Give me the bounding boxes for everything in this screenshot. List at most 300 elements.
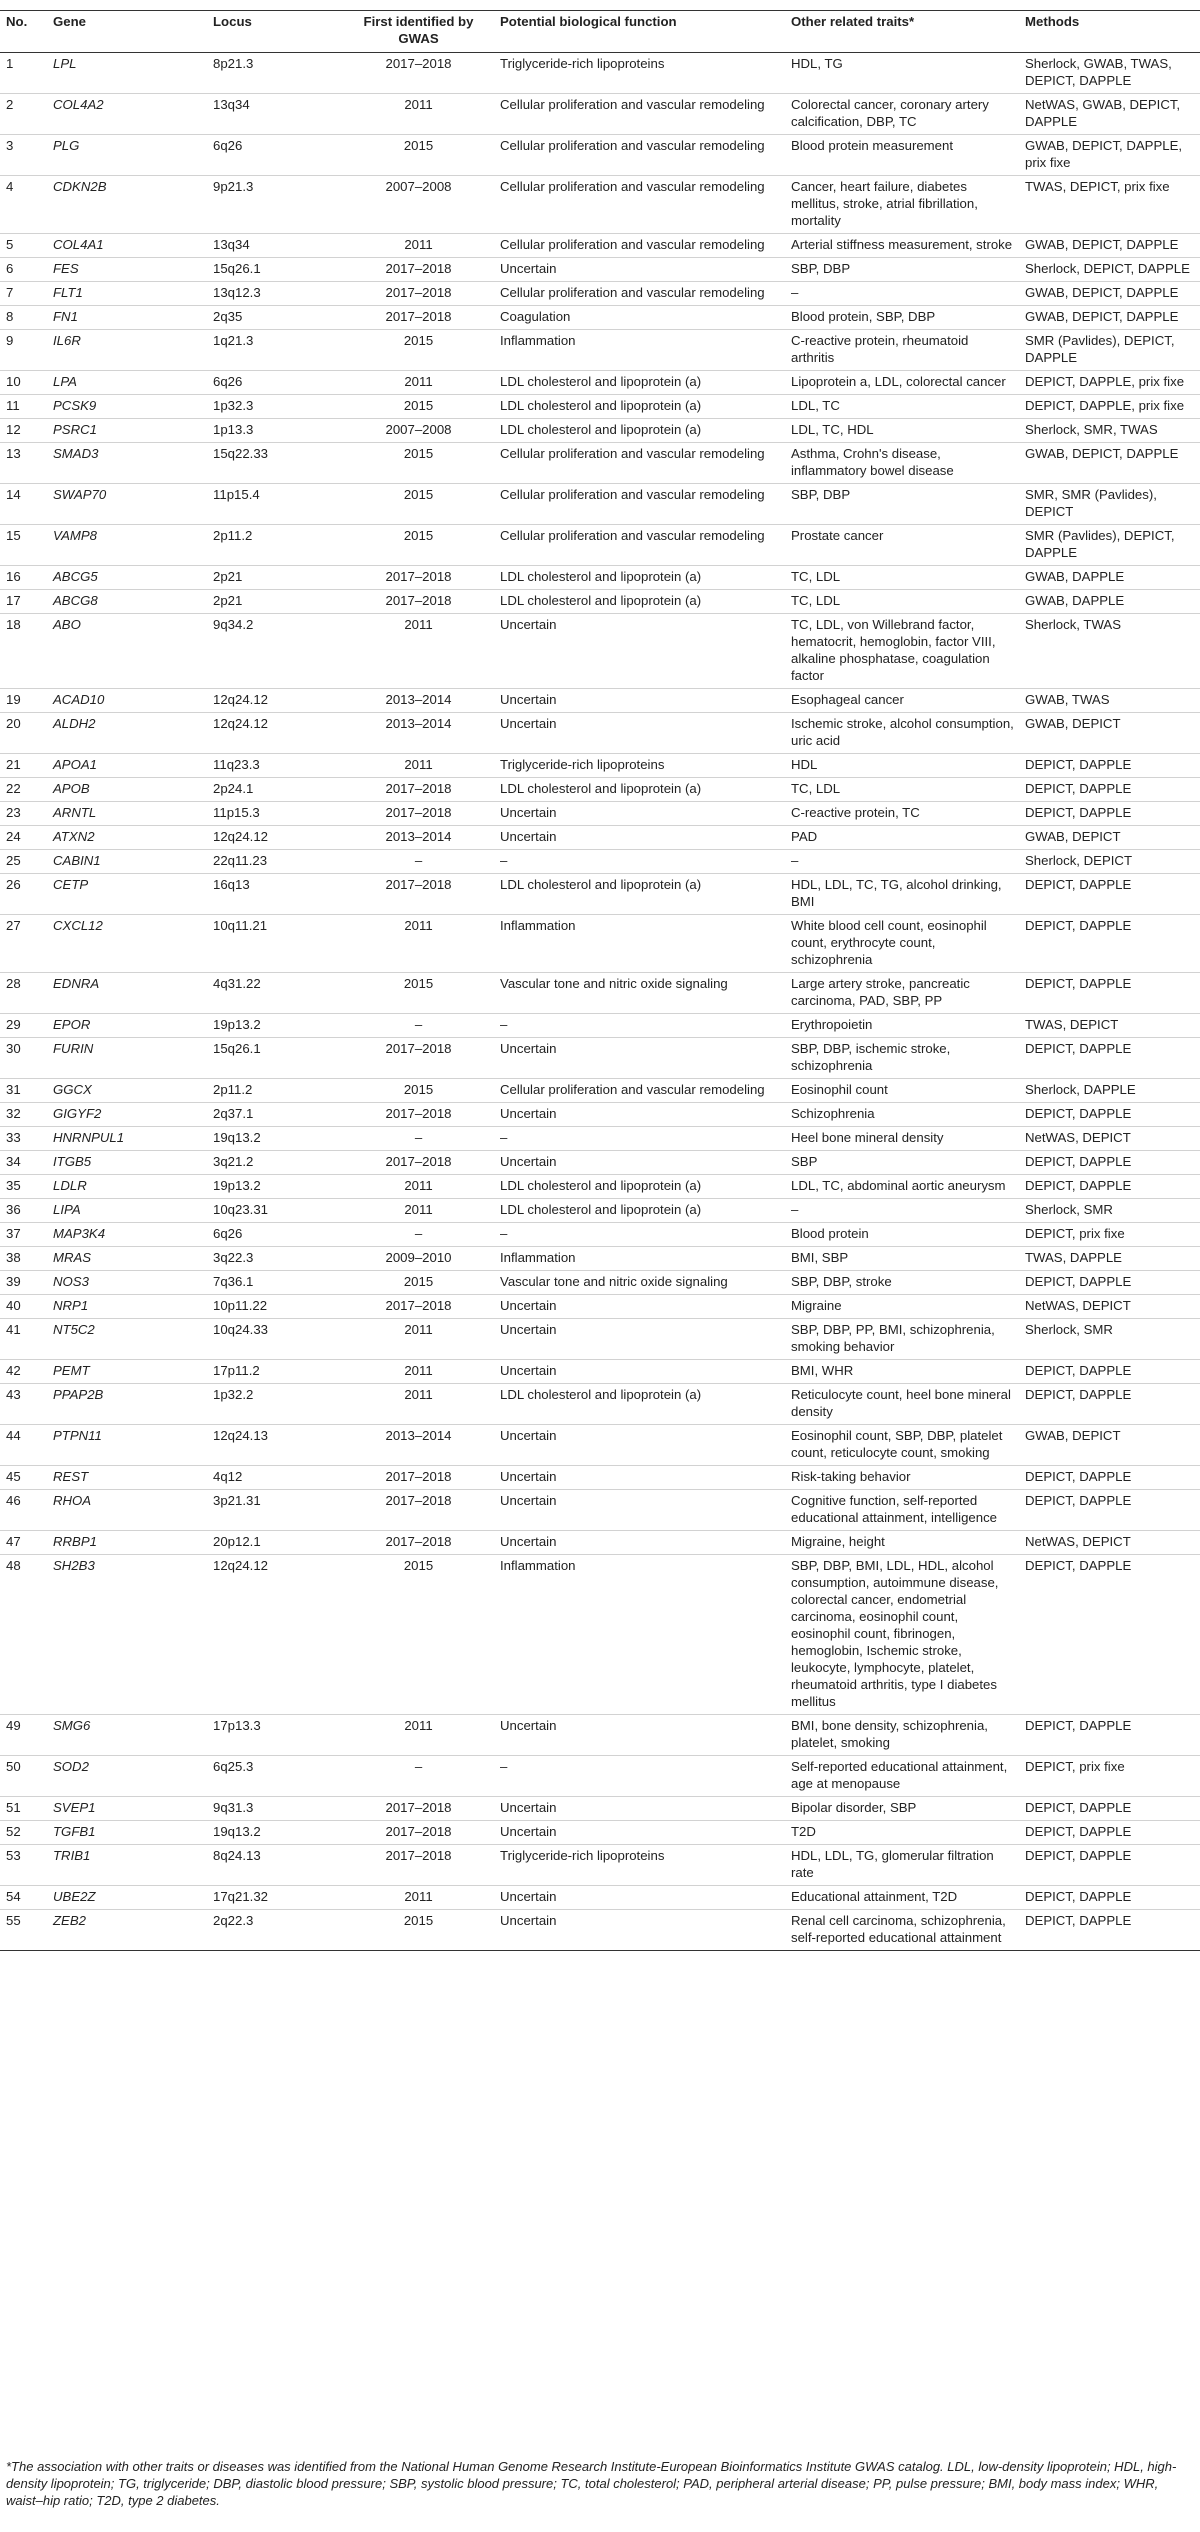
cell-traits: BMI, bone density, schizophrenia, platelet, smoking [785,1715,1019,1756]
table-row [0,778,1200,802]
table-row [0,1295,1200,1319]
cell-year: 2017–2018 [341,590,494,614]
cell-function: LDL cholesterol and lipoprotein (a) [494,590,785,614]
cell-locus: 12q24.12 [207,1555,341,1715]
cell-no: 22 [0,778,47,802]
cell-traits: LDL, TC, abdominal aortic aneurysm [785,1175,1019,1199]
cell-function: Inflammation [494,915,785,973]
cell-traits: SBP, DBP, BMI, LDL, HDL, alcohol consumption, autoimmune disease, colorectal cancer, endometrial carcinoma, eosinophil count, eosinophil count, fibrinogen, hemoglobin, Ischemic stroke, leukocyte, lymphocyte, platelet, rheumatoid arthritis, type I diabetes mellitus [785,1555,1019,1715]
cell-no: 32 [0,1103,47,1127]
cell-gene: ITGB5 [47,1151,207,1175]
cell-function: Cellular proliferation and vascular remodeling [494,484,785,525]
cell-function: LDL cholesterol and lipoprotein (a) [494,874,785,915]
cell-traits: Large artery stroke, pancreatic carcinoma, PAD, SBP, PP [785,973,1019,1014]
table-row [0,1360,1200,1384]
cell-locus: 2q35 [207,306,341,330]
cell-methods: Sherlock, DEPICT [1019,850,1200,874]
cell-traits: Migraine [785,1295,1019,1319]
cell-function: Triglyceride-rich lipoproteins [494,1845,785,1886]
cell-gene: ACAD10 [47,689,207,713]
cell-traits: Blood protein [785,1223,1019,1247]
cell-year: 2015 [341,484,494,525]
cell-gene: RRBP1 [47,1531,207,1555]
cell-locus: 11p15.4 [207,484,341,525]
cell-function: LDL cholesterol and lipoprotein (a) [494,566,785,590]
cell-function: – [494,1127,785,1151]
cell-function: Uncertain [494,689,785,713]
table-row [0,1175,1200,1199]
cell-gene: REST [47,1466,207,1490]
table-row [0,419,1200,443]
cell-methods: Sherlock, DAPPLE [1019,1079,1200,1103]
table-row [0,566,1200,590]
cell-function: Uncertain [494,1821,785,1845]
table-row [0,915,1200,973]
table-row [0,1555,1200,1715]
table-row [0,1910,1200,1951]
cell-function: Cellular proliferation and vascular remodeling [494,1079,785,1103]
cell-no: 50 [0,1756,47,1797]
cell-traits: SBP, DBP [785,484,1019,525]
cell-traits: HDL, LDL, TC, TG, alcohol drinking, BMI [785,874,1019,915]
cell-year: 2011 [341,754,494,778]
cell-no: 7 [0,282,47,306]
cell-year: 2011 [341,94,494,135]
cell-year: 2015 [341,1271,494,1295]
cell-function: Uncertain [494,1319,785,1360]
cell-year: 2011 [341,1384,494,1425]
table-row [0,1038,1200,1079]
cell-methods: TWAS, DEPICT [1019,1014,1200,1038]
cell-methods: DEPICT, DAPPLE [1019,1360,1200,1384]
cell-function: Cellular proliferation and vascular remodeling [494,234,785,258]
cell-locus: 7q36.1 [207,1271,341,1295]
cell-locus: 2p21 [207,566,341,590]
cell-function: LDL cholesterol and lipoprotein (a) [494,371,785,395]
table-row [0,826,1200,850]
cell-no: 53 [0,1845,47,1886]
cell-methods: Sherlock, GWAB, TWAS, DEPICT, DAPPLE [1025,56,1172,88]
cell-methods: Sherlock, DEPICT, DAPPLE [1019,258,1200,282]
cell-traits: Blood protein measurement [785,135,1019,176]
cell-no: 44 [0,1425,47,1466]
cell-gene: CABIN1 [47,850,207,874]
cell-locus: 19p13.2 [207,1014,341,1038]
cell-gene: ALDH2 [47,713,207,754]
cell-locus: 12q24.12 [207,689,341,713]
table-row [0,234,1200,258]
header-locus: Locus [207,11,341,53]
cell-gene: ABO [47,614,207,689]
cell-locus: 12q24.12 [207,713,341,754]
cell-gene: PTPN11 [47,1425,207,1466]
cell-year: 2017–2018 [341,778,494,802]
table-row [0,1756,1200,1797]
cell-traits: Blood protein, SBP, DBP [785,306,1019,330]
cell-methods: DEPICT, DAPPLE [1019,1038,1200,1079]
table-row [0,1014,1200,1038]
table-row [0,1319,1200,1360]
cell-no: 13 [0,443,47,484]
cell-no: 11 [0,395,47,419]
cell-no: 12 [0,419,47,443]
cell-function: Uncertain [494,1715,785,1756]
cell-locus: 8q24.13 [207,1845,341,1886]
cell-function: Uncertain [494,1490,785,1531]
cell-no: 55 [0,1910,47,1951]
cell-function: LDL cholesterol and lipoprotein (a) [494,1199,785,1223]
header-traits: Other related traits* [785,11,1019,53]
cell-year: 2011 [341,1886,494,1910]
cell-no: 34 [0,1151,47,1175]
cell-function: Cellular proliferation and vascular remodeling [494,135,785,176]
cell-locus: 4q31.22 [207,973,341,1014]
cell-year: 2017–2018 [341,1295,494,1319]
cell-no: 39 [0,1271,47,1295]
cell-gene: SWAP70 [47,484,207,525]
table-row [0,713,1200,754]
table-row [0,1151,1200,1175]
cell-no: 23 [0,802,47,826]
cell-traits: Colorectal cancer, coronary artery calcification, DBP, TC [785,94,1019,135]
table-row [0,874,1200,915]
cell-function: LDL cholesterol and lipoprotein (a) [494,1384,785,1425]
cell-year: 2011 [341,234,494,258]
cell-gene: FN1 [47,306,207,330]
cell-gene: CDKN2B [47,176,207,234]
cell-traits: TC, LDL, von Willebrand factor, hematocrit, hemoglobin, factor VIII, alkaline phosphatase, coagulation factor [785,614,1019,689]
cell-year: 2017–2018 [341,1103,494,1127]
cell-gene: COL4A1 [47,234,207,258]
cell-methods: DEPICT, DAPPLE [1019,1845,1200,1886]
table-row [0,1079,1200,1103]
cell-year: 2017–2018 [385,56,452,71]
cell-no: 35 [0,1175,47,1199]
cell-traits: C-reactive protein, TC [785,802,1019,826]
cell-function: Vascular tone and nitric oxide signaling [494,1271,785,1295]
cell-year: 2017–2018 [341,802,494,826]
cell-gene: PCSK9 [47,395,207,419]
cell-methods: DEPICT, DAPPLE [1019,1715,1200,1756]
cell-methods: DEPICT, DAPPLE [1019,1271,1200,1295]
cell-gene: COL4A2 [47,94,207,135]
cell-function: Inflammation [494,330,785,371]
cell-traits: Eosinophil count, SBP, DBP, platelet count, reticulocyte count, smoking [785,1425,1019,1466]
cell-locus: 13q12.3 [207,282,341,306]
cell-year: 2011 [341,614,494,689]
cell-methods: DEPICT, DAPPLE [1019,1797,1200,1821]
cell-no: 43 [0,1384,47,1425]
cell-no: 6 [0,258,47,282]
cell-no: 47 [0,1531,47,1555]
cell-gene: ATXN2 [47,826,207,850]
cell-function: – [494,1756,785,1797]
cell-year: – [341,1014,494,1038]
cell-methods: GWAB, DEPICT, DAPPLE [1019,234,1200,258]
cell-year: 2015 [341,330,494,371]
cell-no: 45 [0,1466,47,1490]
cell-methods: NetWAS, DEPICT [1019,1531,1200,1555]
table-row [0,330,1200,371]
cell-gene: NRP1 [47,1295,207,1319]
cell-function: Cellular proliferation and vascular remodeling [494,525,785,566]
cell-methods: GWAB, DEPICT [1019,713,1200,754]
cell-locus: 6q26 [207,1223,341,1247]
cell-locus: 15q26.1 [207,258,341,282]
cell-gene: PSRC1 [47,419,207,443]
cell-methods: GWAB, DEPICT [1019,1425,1200,1466]
table-row [0,590,1200,614]
cell-function: Cellular proliferation and vascular remodeling [494,443,785,484]
table-row [0,1821,1200,1845]
cell-gene: RHOA [47,1490,207,1531]
table-row [0,176,1200,234]
cell-methods: NetWAS, GWAB, DEPICT, DAPPLE [1019,94,1200,135]
cell-gene: GGCX [47,1079,207,1103]
cell-traits: Schizophrenia [785,1103,1019,1127]
table-row [0,94,1200,135]
cell-locus: 17q21.32 [207,1886,341,1910]
cell-gene: APOA1 [47,754,207,778]
cell-function: Coagulation [494,306,785,330]
cell-methods: DEPICT, DAPPLE [1019,1466,1200,1490]
table-body [0,53,1200,1951]
cell-gene: ABCG5 [47,566,207,590]
cell-locus: 10q11.21 [207,915,341,973]
cell-no: 20 [0,713,47,754]
cell-locus: 1q21.3 [207,330,341,371]
cell-methods: DEPICT, DAPPLE [1019,1384,1200,1425]
cell-year: – [341,1756,494,1797]
cell-gene: MRAS [47,1247,207,1271]
cell-gene: LPL [53,56,77,71]
cell-gene: LDLR [47,1175,207,1199]
cell-no: 31 [0,1079,47,1103]
cell-methods: TWAS, DAPPLE [1019,1247,1200,1271]
cell-no: 17 [0,590,47,614]
cell-methods: GWAB, TWAS [1019,689,1200,713]
cell-methods: GWAB, DEPICT, DAPPLE, prix fixe [1019,135,1200,176]
cell-methods: GWAB, DAPPLE [1019,566,1200,590]
cell-methods: DEPICT, DAPPLE [1019,1910,1200,1951]
cell-no: 54 [0,1886,47,1910]
cell-traits: PAD [785,826,1019,850]
header-function: Potential biological function [494,11,785,53]
cell-year: 2013–2014 [341,713,494,754]
cell-year: 2013–2014 [341,1425,494,1466]
cell-year: 2011 [341,1360,494,1384]
cell-year: 2015 [341,135,494,176]
cell-no: 19 [0,689,47,713]
cell-traits: SBP, DBP, stroke [785,1271,1019,1295]
cell-methods: GWAB, DAPPLE [1019,590,1200,614]
cell-no: 2 [0,94,47,135]
cell-year: 2015 [341,1910,494,1951]
cell-locus: 1p13.3 [207,419,341,443]
cell-methods: DEPICT, DAPPLE [1019,915,1200,973]
cell-function: Uncertain [494,1295,785,1319]
cell-methods: DEPICT, DAPPLE [1019,1821,1200,1845]
cell-methods: DEPICT, prix fixe [1019,1756,1200,1797]
cell-no: 9 [0,330,47,371]
cell-year: 2011 [341,1715,494,1756]
cell-no: 25 [0,850,47,874]
table-footnote: *The association with other traits or diseases was identified from the National Human Genome Research Institute-European Bioinformatics Institute GWAS catalog. LDL, low-density lipoprotein; HDL, high-density lipoprotein; TG, triglyceride; DBP, diastolic blood pressure; SBP, systolic blood pressure; TC, total cholesterol; PAD, peripheral arterial disease; PP, pulse pressure; BMI, body mass index; WHR, waist–hip ratio; T2D, type 2 diabetes. [6,2459,1177,2508]
table-row [0,973,1200,1014]
cell-traits: Lipoprotein a, LDL, colorectal cancer [785,371,1019,395]
header-gene: Gene [47,11,207,53]
cell-traits: SBP, DBP [785,258,1019,282]
table-row [0,53,1200,94]
cell-locus: 11p15.3 [207,802,341,826]
cell-function: Uncertain [494,1797,785,1821]
cell-traits: C-reactive protein, rheumatoid arthritis [785,330,1019,371]
cell-year: 2007–2008 [341,419,494,443]
cell-methods: Sherlock, TWAS [1019,614,1200,689]
cell-year: 2013–2014 [341,826,494,850]
cell-traits: Esophageal cancer [785,689,1019,713]
cell-traits: BMI, WHR [785,1360,1019,1384]
cell-function: LDL cholesterol and lipoprotein (a) [494,419,785,443]
cell-no: 42 [0,1360,47,1384]
cell-year: 2017–2018 [341,258,494,282]
cell-function: Uncertain [494,802,785,826]
cell-no: 26 [0,874,47,915]
table-row [0,1886,1200,1910]
cell-gene: PEMT [47,1360,207,1384]
cell-no: 40 [0,1295,47,1319]
cell-no: 15 [0,525,47,566]
cell-function: Inflammation [494,1555,785,1715]
cell-traits: HDL, TG [791,56,843,71]
cell-year: 2009–2010 [341,1247,494,1271]
cell-locus: 2q22.3 [207,1910,341,1951]
cell-traits: HDL, LDL, TG, glomerular filtration rate [785,1845,1019,1886]
cell-year: 2007–2008 [341,176,494,234]
cell-no: 28 [0,973,47,1014]
table-row [0,258,1200,282]
cell-locus: 10q23.31 [207,1199,341,1223]
cell-locus: 19p13.2 [207,1175,341,1199]
cell-gene: FLT1 [47,282,207,306]
cell-methods: DEPICT, DAPPLE [1019,1151,1200,1175]
cell-locus: 9q34.2 [207,614,341,689]
cell-no: 21 [0,754,47,778]
cell-year: 2015 [341,1079,494,1103]
cell-locus: 10q24.33 [207,1319,341,1360]
cell-locus: 17p13.3 [207,1715,341,1756]
cell-no: 38 [0,1247,47,1271]
cell-no: 14 [0,484,47,525]
table-row [0,1199,1200,1223]
cell-locus: 22q11.23 [207,850,341,874]
table-row [0,484,1200,525]
cell-traits: SBP, DBP, PP, BMI, schizophrenia, smoking behavior [785,1319,1019,1360]
cell-gene: SVEP1 [47,1797,207,1821]
cell-locus: 3q22.3 [207,1247,341,1271]
cell-traits: Risk-taking behavior [785,1466,1019,1490]
cell-function: Uncertain [494,1425,785,1466]
cell-year: 2017–2018 [341,1845,494,1886]
table-row [0,1271,1200,1295]
cell-no: 51 [0,1797,47,1821]
cell-no: 48 [0,1555,47,1715]
cell-methods: NetWAS, DEPICT [1019,1127,1200,1151]
table-row [0,443,1200,484]
table-row [0,614,1200,689]
cell-locus: 9p21.3 [207,176,341,234]
cell-locus: 9q31.3 [207,1797,341,1821]
gene-table [0,10,1200,1951]
cell-function: Uncertain [494,1360,785,1384]
cell-no: 18 [0,614,47,689]
cell-traits: Erythropoietin [785,1014,1019,1038]
cell-methods: DEPICT, DAPPLE [1019,1103,1200,1127]
cell-function: Cellular proliferation and vascular remodeling [494,94,785,135]
cell-traits: Ischemic stroke, alcohol consumption, uric acid [785,713,1019,754]
cell-gene: IL6R [47,330,207,371]
table-row [0,689,1200,713]
cell-methods: NetWAS, DEPICT [1019,1295,1200,1319]
cell-no: 16 [0,566,47,590]
cell-gene: SOD2 [47,1756,207,1797]
cell-gene: NT5C2 [47,1319,207,1360]
table-row [0,371,1200,395]
table-row [0,1845,1200,1886]
cell-year: – [341,1127,494,1151]
cell-year: 2017–2018 [341,1038,494,1079]
cell-year: 2017–2018 [341,1151,494,1175]
cell-methods: DEPICT, DAPPLE [1019,1175,1200,1199]
table-row [0,1127,1200,1151]
table-row [0,1103,1200,1127]
cell-locus: 17p11.2 [207,1360,341,1384]
cell-function: Cellular proliferation and vascular remodeling [494,282,785,306]
cell-locus: 6q26 [207,135,341,176]
cell-locus: 2p24.1 [207,778,341,802]
cell-traits: T2D [785,1821,1019,1845]
cell-year: 2017–2018 [341,566,494,590]
cell-locus: 6q25.3 [207,1756,341,1797]
cell-function: LDL cholesterol and lipoprotein (a) [494,395,785,419]
cell-function: Triglyceride-rich lipoproteins [494,754,785,778]
cell-methods: DEPICT, DAPPLE, prix fixe [1019,371,1200,395]
cell-traits: HDL [785,754,1019,778]
cell-locus: 15q26.1 [207,1038,341,1079]
cell-year: – [341,850,494,874]
table-row [0,1531,1200,1555]
cell-gene: CETP [47,874,207,915]
cell-traits: – [785,1199,1019,1223]
cell-year: 2017–2018 [341,1531,494,1555]
cell-gene: APOB [47,778,207,802]
cell-traits: SBP, DBP, ischemic stroke, schizophrenia [785,1038,1019,1079]
cell-traits: TC, LDL [785,566,1019,590]
table-header [0,11,1200,53]
table-row [0,802,1200,826]
cell-gene: FURIN [47,1038,207,1079]
cell-year: 2017–2018 [341,306,494,330]
cell-year: 2017–2018 [341,1797,494,1821]
cell-function: Triglyceride-rich lipoproteins [500,56,665,71]
cell-methods: DEPICT, DAPPLE [1019,973,1200,1014]
cell-traits: Prostate cancer [785,525,1019,566]
cell-gene: UBE2Z [47,1886,207,1910]
cell-no: 41 [0,1319,47,1360]
cell-traits: SBP [785,1151,1019,1175]
cell-locus: 2p21 [207,590,341,614]
cell-locus: 15q22.33 [207,443,341,484]
